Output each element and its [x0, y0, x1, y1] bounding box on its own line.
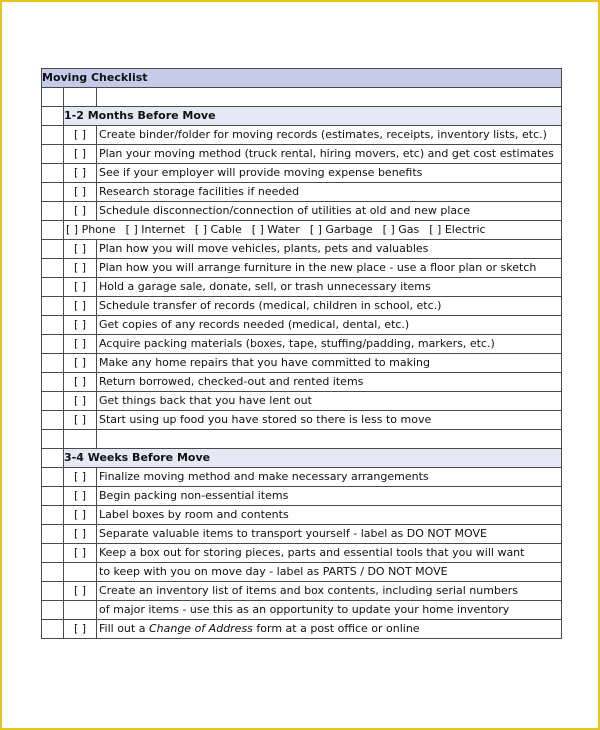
blank-cell: [42, 392, 64, 411]
checkbox[interactable]: [ ]: [64, 183, 97, 202]
blank-cell: [42, 620, 64, 639]
task-text: Create an inventory list of items and box contents, including serial numbers: [97, 582, 562, 601]
checkbox[interactable]: [ ]: [64, 278, 97, 297]
task-text: Schedule transfer of records (medical, children in school, etc.): [97, 297, 562, 316]
blank-cell: [42, 506, 64, 525]
task-text: See if your employer will provide moving expense benefits: [97, 164, 562, 183]
blank-cell: [42, 335, 64, 354]
checkbox[interactable]: [ ]: [64, 354, 97, 373]
task-text: Hold a garage sale, donate, sell, or trash unnecessary items: [97, 278, 562, 297]
blank-cell: [42, 373, 64, 392]
list-item: [42, 202, 562, 221]
blank-cell: [42, 468, 64, 487]
checkbox[interactable]: [ ]: [64, 240, 97, 259]
blank-cell: [42, 202, 64, 221]
list-item: [42, 316, 562, 335]
task-text: Plan your moving method (truck rental, hiring movers, etc) and get cost estimates: [97, 145, 562, 164]
blank-cell: [42, 449, 64, 468]
task-text: of major items - use this as an opportunity to update your home inventory: [97, 601, 562, 620]
section-heading: 3-4 Weeks Before Move: [64, 449, 562, 468]
task-text: Start using up food you have stored so there is less to move: [97, 411, 562, 430]
task-text: Begin packing non-essential items: [97, 487, 562, 506]
task-text: Return borrowed, checked-out and rented items: [97, 373, 562, 392]
checkbox[interactable]: [ ]: [64, 582, 97, 601]
checkbox[interactable]: [ ]: [64, 620, 97, 639]
blank-cell: [97, 430, 562, 449]
blank-cell: [42, 297, 64, 316]
task-text: Get things back that you have lent out: [97, 392, 562, 411]
checkbox[interactable]: [ ]: [64, 411, 97, 430]
task-text: [97, 620, 562, 639]
blank-cell: [42, 487, 64, 506]
blank-cell: [42, 544, 64, 563]
blank-cell: [42, 183, 64, 202]
blank-cell: [42, 221, 64, 240]
blank-cell: [42, 126, 64, 145]
checkbox[interactable]: [ ]: [64, 392, 97, 411]
list-item: [42, 620, 562, 639]
list-item: [42, 240, 562, 259]
task-text: Label boxes by room and contents: [97, 506, 562, 525]
list-item: [42, 563, 562, 582]
list-item: [42, 506, 562, 525]
utility-checkbox[interactable]: [ ] Internet: [125, 223, 185, 236]
blank-cell: [42, 240, 64, 259]
task-text: Schedule disconnection/connection of utilities at old and new place: [97, 202, 562, 221]
checkbox[interactable]: [ ]: [64, 525, 97, 544]
blank-cell: [42, 316, 64, 335]
list-item: [42, 373, 562, 392]
checkbox[interactable]: [ ]: [64, 335, 97, 354]
task-text: Get copies of any records needed (medical, dental, etc.): [97, 316, 562, 335]
list-item: [42, 335, 562, 354]
checkbox[interactable]: [ ]: [64, 506, 97, 525]
blank-row: [42, 430, 562, 449]
task-text: Create binder/folder for moving records (estimates, receipts, inventory lists, etc.): [97, 126, 562, 145]
utility-checkbox[interactable]: [ ] Garbage: [309, 223, 373, 236]
blank-cell: [42, 354, 64, 373]
task-text: to keep with you on move day - label as PARTS / DO NOT MOVE: [97, 563, 562, 582]
list-item: [42, 259, 562, 278]
checkbox[interactable]: [ ]: [64, 202, 97, 221]
checkbox[interactable]: [ ]: [64, 468, 97, 487]
utilities-options: [64, 221, 562, 240]
blank-cell: [42, 582, 64, 601]
list-item: [42, 411, 562, 430]
list-item: [42, 164, 562, 183]
blank-cell: [42, 145, 64, 164]
list-item: [42, 278, 562, 297]
utility-checkbox[interactable]: [ ] Gas: [382, 223, 420, 236]
list-item: [42, 582, 562, 601]
list-item: [42, 487, 562, 506]
task-text: Finalize moving method and make necessary arrangements: [97, 468, 562, 487]
task-text: Acquire packing materials (boxes, tape, stuffing/padding, markers, etc.): [97, 335, 562, 354]
list-item: [42, 601, 562, 620]
utility-checkbox[interactable]: [ ] Water: [251, 223, 300, 236]
blank-cell: [97, 88, 562, 107]
blank-cell: [42, 601, 64, 620]
task-text: Plan how you will arrange furniture in the new place - use a floor plan or sketch: [97, 259, 562, 278]
list-item: [42, 183, 562, 202]
blank-cell: [64, 430, 97, 449]
blank-cell: [42, 563, 64, 582]
checkbox[interactable]: [ ]: [64, 259, 97, 278]
task-text: Research storage facilities if needed: [97, 183, 562, 202]
list-item: [42, 145, 562, 164]
utility-checkbox[interactable]: [ ] Electric: [429, 223, 486, 236]
checkbox[interactable]: [ ]: [64, 544, 97, 563]
task-text: Make any home repairs that you have committed to making: [97, 354, 562, 373]
task-text: Separate valuable items to transport yourself - label as DO NOT MOVE: [97, 525, 562, 544]
blank-cell: [42, 88, 64, 107]
utility-checkbox[interactable]: [ ] Cable: [194, 223, 242, 236]
task-text-part: Fill out a: [99, 622, 149, 635]
list-item: [42, 525, 562, 544]
section-header: [42, 107, 562, 126]
task-text-part: form at a post office or online: [252, 622, 420, 635]
checkbox: [64, 601, 97, 620]
checkbox[interactable]: [ ]: [64, 487, 97, 506]
list-item: [42, 468, 562, 487]
checkbox[interactable]: [ ]: [64, 373, 97, 392]
blank-cell: [42, 411, 64, 430]
blank-row: [42, 88, 562, 107]
checkbox[interactable]: [ ]: [64, 164, 97, 183]
blank-cell: [42, 164, 64, 183]
page-title: Moving Checklist: [42, 69, 562, 88]
task-text: Keep a box out for storing pieces, parts and essential tools that you will want: [97, 544, 562, 563]
list-item: [42, 221, 562, 240]
checkbox: [64, 563, 97, 582]
list-item: [42, 544, 562, 563]
list-item: [42, 297, 562, 316]
list-item: [42, 392, 562, 411]
section-header: [42, 449, 562, 468]
checkbox[interactable]: [ ]: [64, 297, 97, 316]
blank-cell: [42, 259, 64, 278]
list-item: [42, 354, 562, 373]
blank-cell: [64, 88, 97, 107]
blank-cell: [42, 107, 64, 126]
section-heading: 1-2 Months Before Move: [64, 107, 562, 126]
checkbox[interactable]: [ ]: [64, 126, 97, 145]
task-text-italic: Change of Address: [148, 622, 253, 635]
task-text: Plan how you will move vehicles, plants, pets and valuables: [97, 240, 562, 259]
checkbox[interactable]: [ ]: [64, 145, 97, 164]
blank-cell: [42, 525, 64, 544]
title-row: [42, 69, 562, 88]
blank-cell: [42, 430, 64, 449]
checklist-table: [41, 68, 562, 639]
utility-checkbox[interactable]: [ ] Phone: [66, 223, 116, 236]
list-item: [42, 126, 562, 145]
checkbox[interactable]: [ ]: [64, 316, 97, 335]
blank-cell: [42, 278, 64, 297]
